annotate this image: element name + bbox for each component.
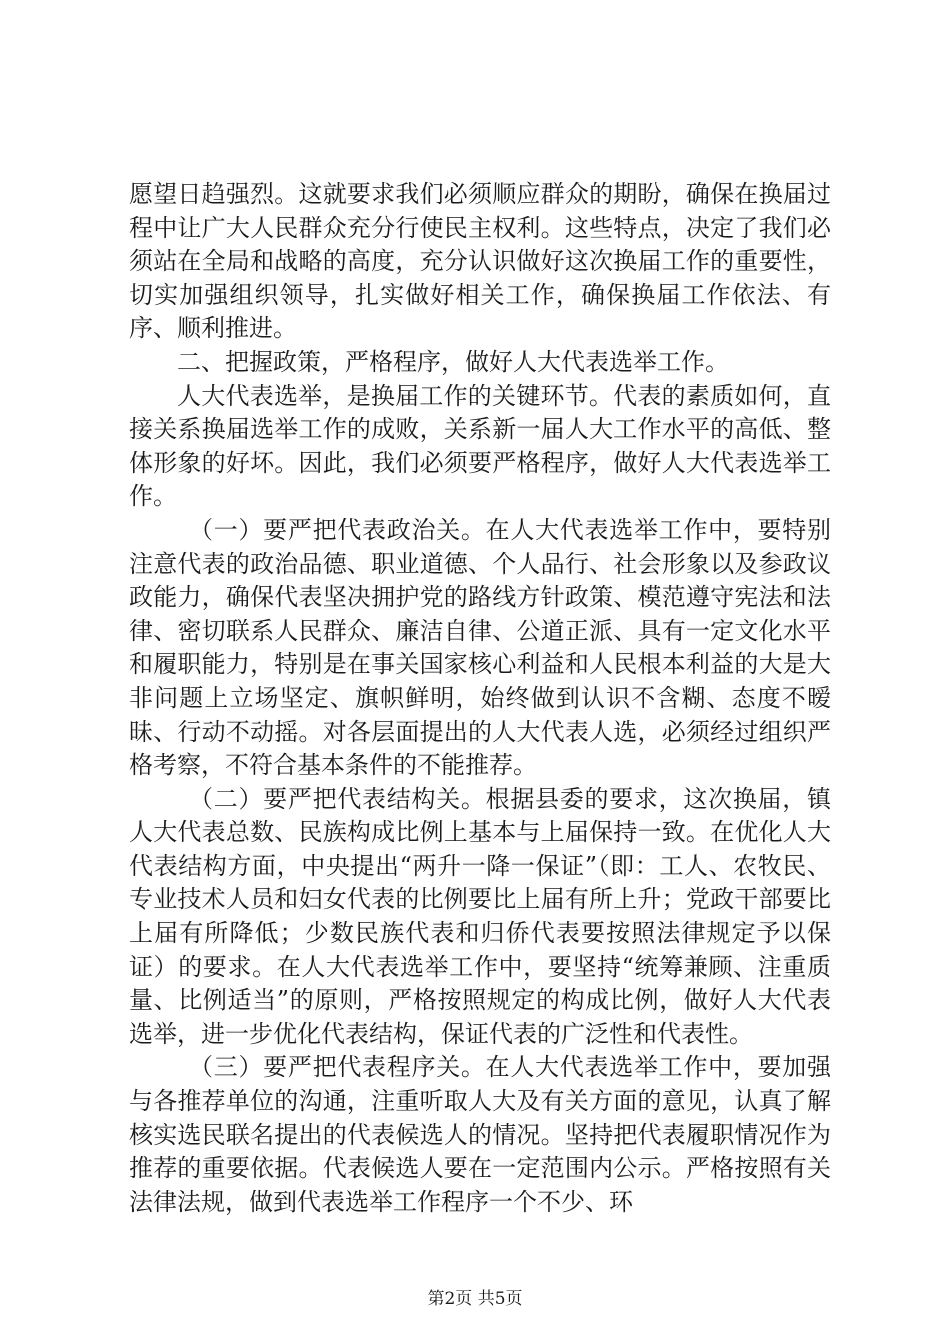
paragraph-item-1: （一）要严把代表政治关。在人大代表选举工作中，要特别注意代表的政治品德、职业道德、个人品行、社会形象以及参政议政能力，确保代表坚决拥护党的路线方针政策、模范遵守宪法和法律、密切联系人民群众、廉洁自律、公道正派、具有一定文化水平和履职能力，特别是在事关国家核心利益和人民根本利益的大是大非问题上立场坚定、旗帜鲜明，始终做到认识不含糊、态度不暧昧、行动不动摇。对各层面提出的人大代表人选，必须经过组织严格考察，不符合基本条件的不能推荐。 xyxy=(129,515,831,780)
paragraph: 人大代表选举，是换届工作的关键环节。代表的素质如何，直接关系换届选举工作的成败，关系新一届人大工作水平的高低、整体形象的好坏。因此，我们必须要严格程序，做好人大代表选举工作。 xyxy=(129,381,831,511)
paragraph-continuation: 愿望日趋强烈。这就要求我们必须顺应群众的期盼，确保在换届过程中让广大人民群众充分行使民主权利。这些特点，决定了我们必须站在全局和战略的高度，充分认识做好这次换届工作的重要性，切实加强组织领导，扎实做好相关工作，确保换届工作依法、有序、顺利推进。 xyxy=(129,180,831,343)
page-footer: 第2页 共5页 xyxy=(427,1289,523,1309)
document-body xyxy=(129,178,831,1219)
paragraph-item-3: （三）要严把代表程序关。在人大代表选举工作中，要加强与各推荐单位的沟通，注重听取人大及有关方面的意见，认真了解核实选民联名提出的代表候选人的情况。坚持把代表履职情况作为推荐的重要依据。代表候选人要在一定范围内公示。严格按照有关法律法规，做到代表选举工作程序一个不少、环 xyxy=(129,1053,831,1216)
section-heading: 二、把握政策，严格程序，做好人大代表选举工作。 xyxy=(177,347,729,376)
paragraph-item-2: （二）要严把代表结构关。根据县委的要求，这次换届，镇人大代表总数、民族构成比例上基本与上届保持一致。在优化人大代表结构方面，中央提出“两升一降一保证”（即：工人、农牧民、专业技术人员和妇女代表的比例要比上届有所上升；党政干部要比上届有所降低；少数民族代表和归侨代表要按照法律规定予以保证）的要求。在人大代表选举工作中，要坚持“统筹兼顾、注重质量、比例适当”的原则，严格按照规定的构成比例，做好人大代表选举，进一步优化代表结构，保证代表的广泛性和代表性。 xyxy=(129,784,831,1048)
